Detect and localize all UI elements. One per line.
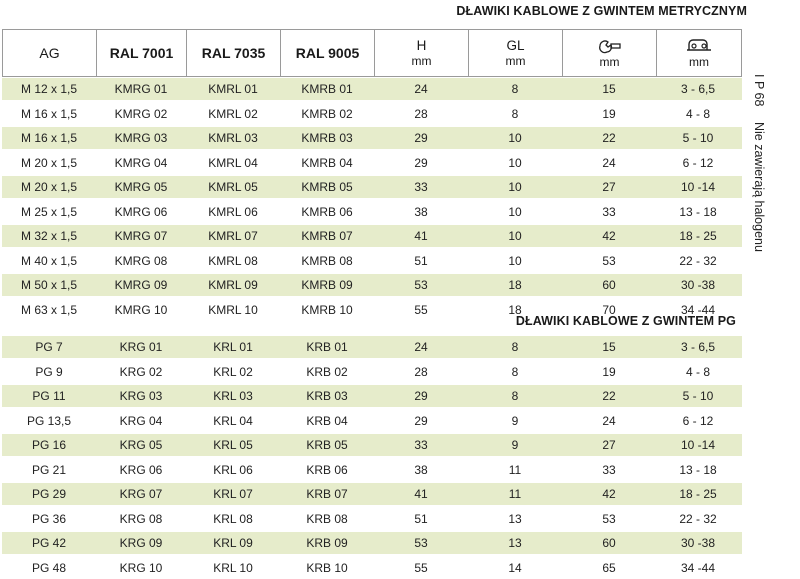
table-row [2,434,742,456]
cell-cable: 13 - 18 [679,204,717,219]
table-row [2,250,742,272]
cell-h: 38 [414,204,428,219]
cell-ral7035: KMRL 09 [208,278,258,292]
table-header [2,29,742,77]
header-gl [469,30,563,76]
header-h-unit: mm [411,54,432,68]
cell-ral7001: KMRG 02 [114,106,168,121]
cell-gl: 9 [511,413,519,428]
cell-ral9005: KRB 07 [306,487,348,501]
cell-h: 55 [414,302,428,317]
cell-ral7035: KRL 06 [213,462,253,477]
cell-h: 41 [414,229,428,243]
cell-ral7001: KMRG 03 [114,131,168,145]
cell-h: 33 [414,180,428,194]
cell-h: 29 [414,155,428,170]
cell-ral7035: KRL 10 [213,560,253,575]
cell-cable: 30 -38 [680,278,716,292]
header-ag-label: AG [39,45,60,61]
cell-wrench: 42 [602,229,616,243]
cell-wrench: 53 [602,253,616,268]
title-metric: DŁAWIKI KABLOWE Z GWINTEM METRYCZNYM [456,4,747,18]
cell-ral7035: KMRL 07 [208,229,258,243]
cell-ral7001: KRG 05 [119,438,163,452]
cell-wrench: 70 [602,302,616,317]
table-row [2,127,742,149]
cell-h: 38 [414,462,428,477]
cell-ral7035: KRL 08 [213,511,253,526]
cell-ral7035: KRL 05 [213,438,253,452]
cell-gl: 18 [508,302,522,317]
cell-ral9005: KRB 05 [306,438,348,452]
cell-h: 51 [414,253,428,268]
side-notes [752,74,766,274]
cell-ral9005: KMRB 06 [301,204,353,219]
cell-ral7001: KMRG 10 [114,302,168,317]
table-row [2,361,742,383]
cell-h: 24 [414,340,428,354]
cable-clamp-icon [685,38,713,54]
cell-cable: 30 -38 [680,536,716,550]
cell-gl: 10 [508,204,522,219]
cell-ag: M 50 x 1,5 [20,278,78,292]
cell-gl: 11 [508,462,522,477]
cell-cable: 22 - 32 [679,253,717,268]
cell-ral7001: KMRG 04 [114,155,168,170]
cell-cable: 10 -14 [680,180,716,194]
table-row [2,410,742,432]
cell-ag: M 20 x 1,5 [20,180,78,194]
cell-ral9005: KRB 04 [306,413,348,428]
cell-gl: 9 [511,438,519,452]
cell-ral7001: KRG 07 [119,487,163,501]
cell-cable: 4 - 8 [685,106,710,121]
cell-wrench: 19 [602,106,616,121]
cell-ral9005: KMRB 07 [301,229,353,243]
wrench-icon [597,38,623,54]
cell-wrench: 27 [602,438,616,452]
header-h-label: H [416,38,427,53]
cell-wrench: 22 [602,389,616,403]
cell-wrench: 15 [602,340,616,354]
cell-ag: PG 9 [35,364,63,379]
header-ral7001 [97,30,187,76]
cell-ag: M 40 x 1,5 [20,253,78,268]
table-row [2,532,742,554]
table-row [2,103,742,125]
cell-gl: 11 [508,487,522,501]
header-cable [657,30,741,76]
cell-ral9005: KRB 06 [306,462,348,477]
cell-ral7001: KMRG 09 [114,278,168,292]
cell-gl: 10 [508,253,522,268]
cell-ag: PG 36 [31,511,67,526]
cell-ral7035: KRL 03 [213,389,253,403]
cell-h: 24 [414,82,428,96]
cell-ral7001: KRG 02 [119,364,163,379]
cell-ral7001: KMRG 08 [114,253,168,268]
header-ral7001-label: RAL 7001 [109,45,174,61]
cell-h: 51 [414,511,428,526]
cell-ral7035: KMRL 05 [208,180,258,194]
cell-cable: 5 - 10 [682,131,714,145]
cell-cable: 18 - 25 [679,487,717,501]
table-row [2,508,742,530]
cell-cable: 34 -44 [680,302,716,317]
cell-cable: 13 - 18 [679,462,717,477]
cell-ral7035: KMRL 03 [208,131,258,145]
header-gl-unit: mm [505,54,526,68]
cell-ral9005: KMRB 03 [301,131,353,145]
cell-wrench: 15 [602,82,616,96]
cell-gl: 10 [508,155,522,170]
header-cable-unit: mm [689,54,709,69]
cell-gl: 8 [511,82,519,96]
cell-ral7001: KRG 03 [119,389,163,403]
cell-ag: PG 16 [31,438,67,452]
header-ral7035 [187,30,281,76]
table-row [2,201,742,223]
cell-h: 29 [414,389,428,403]
cell-gl: 10 [508,229,522,243]
cell-gl: 13 [508,511,522,526]
header-ag [3,30,97,76]
cell-ral9005: KRB 08 [306,511,348,526]
cell-ral7035: KMRL 08 [208,253,258,268]
cell-gl: 10 [508,131,522,145]
table-row [2,459,742,481]
cell-gl: 8 [511,389,519,403]
cell-h: 33 [414,438,428,452]
cell-ag: M 16 x 1,5 [20,106,78,121]
cell-ag: M 20 x 1,5 [20,155,78,170]
cell-ag: M 25 x 1,5 [20,204,78,219]
cell-ag: PG 42 [31,536,67,550]
cell-ral9005: KMRB 04 [301,155,353,170]
cell-gl: 13 [508,536,522,550]
cell-wrench: 24 [602,413,616,428]
cell-ral9005: KRB 09 [306,536,348,550]
table-row [2,483,742,505]
cell-wrench: 22 [602,131,616,145]
cell-h: 41 [414,487,428,501]
cell-ag: M 32 x 1,5 [20,229,78,243]
cell-wrench: 53 [602,511,616,526]
cell-ral9005: KMRB 01 [301,82,353,96]
cell-wrench: 65 [602,560,616,575]
cell-cable: 5 - 10 [682,389,714,403]
header-ral7035-label: RAL 7035 [201,45,266,61]
cell-wrench: 19 [602,364,616,379]
title-pg: DŁAWIKI KABLOWE Z GWINTEM PG [515,314,736,328]
cell-ral7035: KRL 01 [213,340,253,354]
cell-ral9005: KRB 10 [306,560,348,575]
cell-ral7035: KRL 02 [213,364,253,379]
cell-gl: 14 [508,560,522,575]
cell-ag: PG 7 [35,340,63,354]
cell-ag: M 16 x 1,5 [20,131,78,145]
cell-ral9005: KRB 02 [306,364,348,379]
cell-ral7035: KMRL 10 [208,302,258,317]
header-h [375,30,469,76]
cell-cable: 6 - 12 [682,155,714,170]
cell-cable: 10 -14 [680,438,716,452]
table-row [2,385,742,407]
cell-ral9005: KMRB 08 [301,253,353,268]
cell-ag: PG 21 [31,462,67,477]
cell-gl: 8 [511,364,519,379]
cell-ral9005: KRB 01 [306,340,348,354]
cell-h: 55 [414,560,428,575]
cell-ral7001: KMRG 05 [114,180,168,194]
cell-gl: 18 [508,278,522,292]
cell-ral7001: KRG 08 [119,511,163,526]
side-ip-rating: I P 68 [752,74,766,107]
header-ral9005 [281,30,375,76]
cell-gl: 8 [511,106,519,121]
cell-wrench: 33 [602,204,616,219]
cell-cable: 22 - 32 [679,511,717,526]
cell-ag: M 12 x 1,5 [20,82,78,96]
cell-cable: 3 - 6,5 [680,82,716,96]
cell-gl: 8 [511,340,519,354]
cell-ral7035: KMRL 04 [208,155,258,170]
cell-wrench: 60 [602,536,616,550]
table-row [2,78,742,100]
cell-wrench: 33 [602,462,616,477]
cell-ral7035: KRL 04 [213,413,253,428]
cell-cable: 34 -44 [680,560,716,575]
cell-h: 28 [414,106,428,121]
cell-ral7035: KRL 07 [213,487,253,501]
cell-ag: M 63 x 1,5 [20,302,78,317]
cell-wrench: 27 [602,180,616,194]
cell-h: 53 [414,536,428,550]
table-row [2,336,742,358]
cell-ral7035: KRL 09 [213,536,253,550]
header-gl-label: GL [506,38,525,53]
cell-cable: 18 - 25 [679,229,717,243]
cell-ral9005: KMRB 09 [301,278,353,292]
cell-h: 29 [414,131,428,145]
cell-ral7035: KMRL 01 [208,82,258,96]
cell-ral7001: KMRG 07 [114,229,168,243]
cell-wrench: 24 [602,155,616,170]
table-row [2,176,742,198]
cell-ral7001: KRG 10 [119,560,163,575]
cell-wrench: 42 [602,487,616,501]
table-row [2,557,742,579]
header-wrench [563,30,657,76]
header-wrench-unit: mm [599,54,620,69]
cell-ag: PG 11 [32,389,66,403]
table-row [2,225,742,247]
cell-ral9005: KRB 03 [306,389,348,403]
table-row [2,274,742,296]
cell-ral9005: KMRB 05 [301,180,353,194]
cell-h: 29 [414,413,428,428]
cell-ral7001: KMRG 06 [114,204,168,219]
cell-h: 53 [414,278,428,292]
cell-cable: 4 - 8 [685,364,710,379]
cell-ral7001: KRG 06 [119,462,163,477]
cell-ral7001: KRG 09 [119,536,163,550]
cell-ral7035: KMRL 02 [208,106,258,121]
cell-cable: 3 - 6,5 [680,340,716,354]
cell-ral7001: KMRG 01 [114,82,168,96]
table-row [2,152,742,174]
cell-gl: 10 [508,180,522,194]
cell-ag: PG 29 [31,487,67,501]
cell-ag: PG 48 [31,560,67,575]
side-halogen-note: Nie zawierają halogenu [752,122,766,252]
cell-ral7035: KMRL 06 [208,204,258,219]
cell-h: 28 [414,364,428,379]
cell-ral7001: KRG 04 [119,413,163,428]
cell-ral9005: KMRB 10 [301,302,353,317]
cell-ag: PG 13,5 [26,413,72,428]
cell-cable: 6 - 12 [682,413,714,428]
header-ral9005-label: RAL 9005 [295,45,360,61]
cell-ral9005: KMRB 02 [301,106,353,121]
cell-ral7001: KRG 01 [119,340,163,354]
cell-wrench: 60 [602,278,616,292]
